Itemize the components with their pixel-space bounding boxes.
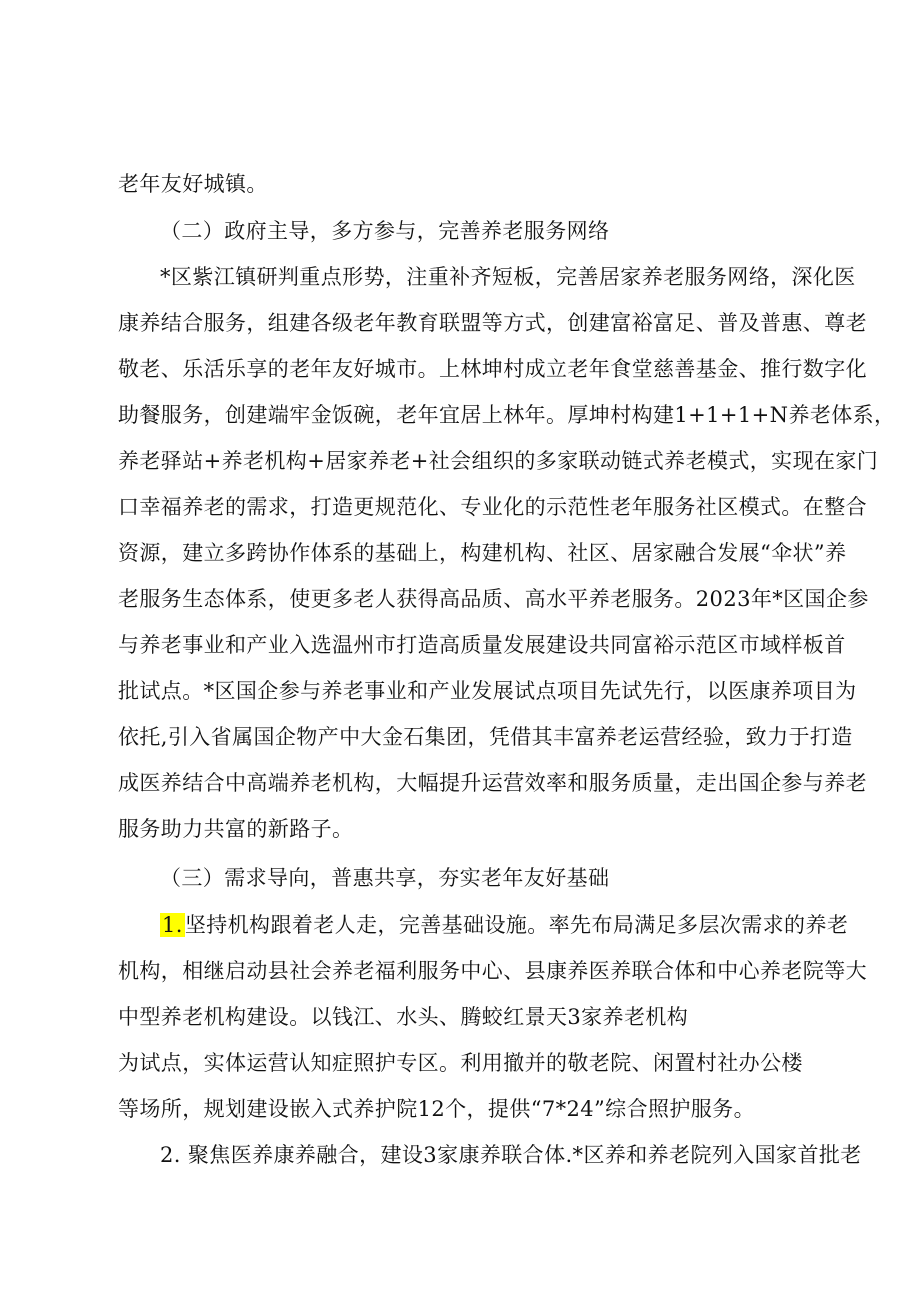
- text-line: 助餐服务，创建端牢金饭碗，老年宜居上林年。厚坤村构建1+1+1+N养老体系，: [118, 403, 896, 427]
- text-line: 批试点。*区国企参与养老事业和产业发展试点项目先试先行，以医康养项目为: [118, 679, 857, 703]
- section-heading: （二）政府主导，多方参与，完善养老服务网络: [160, 219, 610, 243]
- text-line: 坚持机构跟着老人走，完善基础设施。率先布局满足多层次需求的养老: [184, 913, 849, 937]
- text-line: 依托,引入省属国企物产中大金石集团，凭借其丰富养老运营经验，致力于打造: [118, 725, 853, 749]
- text-line: 口幸福养老的需求，打造更规范化、专业化的示范性老年服务社区模式。在整合: [118, 495, 867, 519]
- text-line: 康养结合服务，组建各级老年教育联盟等方式，创建富裕富足、普及普惠、尊老: [118, 311, 867, 335]
- text-line: 养老驿站+养老机构+居家养老+社会组织的多家联动链式养老模式，实现在家门: [118, 449, 879, 473]
- text-line: 机构，相继启动县社会养老福利服务中心、县康养医养联合体和中心养老院等大: [118, 959, 867, 983]
- text-line: 老服务生态体系，使更多老人获得高品质、高水平养老服务。2023年*区国企参: [118, 587, 869, 611]
- text-line: *区紫江镇研判重点形势，注重补齐短板，完善居家养老服务网络，深化医: [160, 265, 856, 289]
- text-line: 成医养结合中高端养老机构，大幅提升运营效率和服务质量，走出国企参与养老: [118, 771, 867, 795]
- text-line: 2. 聚焦医养康养融合，建设3家康养联合体.*区养和养老院列入国家首批老: [160, 1143, 862, 1167]
- highlighted-item-number: 1.: [162, 913, 183, 937]
- text-line: 等场所，规划建设嵌入式养护院12个，提供“7*24”综合照护服务。: [118, 1097, 755, 1121]
- text-line: 服务助力共富的新路子。: [118, 817, 354, 841]
- text-line: 资源，建立多跨协作体系的基础上，构建机构、社区、居家融合发展“伞状”养: [118, 541, 847, 565]
- text-line: 与养老事业和产业入选温州市打造高质量发展建设共同富裕示范区市域样板首: [118, 633, 846, 657]
- text-line: 为试点，实体运营认知症照护专区。利用撤并的敬老院、闲置村社办公楼: [118, 1051, 803, 1075]
- text-line: 中型养老机构建设。以钱江、水头、腾蛟红景天3家养老机构: [118, 1005, 689, 1029]
- numbered-item-line: [160, 911, 848, 939]
- section-heading: （三）需求导向，普惠共享，夯实老年友好基础: [160, 866, 610, 890]
- text-line: 老年友好城镇。: [118, 172, 268, 196]
- text-line: 敬老、乐活乐享的老年友好城市。上林坤村成立老年食堂慈善基金、推行数字化: [118, 357, 867, 381]
